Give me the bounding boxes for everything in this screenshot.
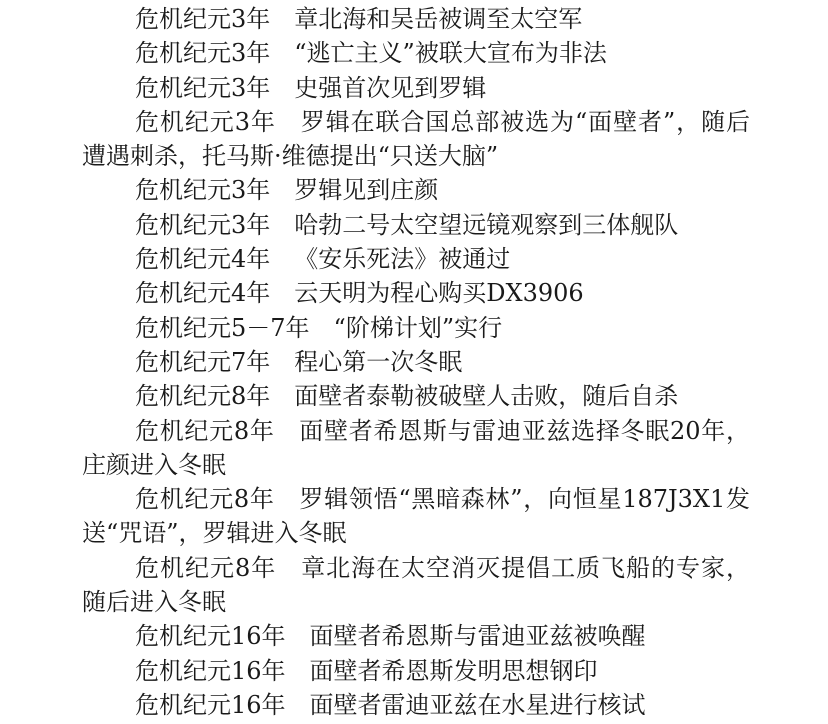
era-label: 危机纪元3年	[135, 210, 271, 239]
era-label: 危机纪元7年	[135, 347, 271, 376]
timeline-entry	[82, 414, 750, 483]
event-text: “逃亡主义”被联大宣布为非法	[294, 39, 607, 68]
timeline-entry	[82, 379, 750, 413]
era-label: 危机纪元16年	[135, 622, 286, 651]
era-label: 危机纪元3年	[135, 39, 271, 68]
event-text: 罗辑在联合国总部被选为“面壁者”，随后遭遇刺杀，托马斯·维德提出“只送大脑”	[82, 107, 750, 171]
era-label: 危机纪元8年	[135, 553, 277, 582]
event-text: “阶梯计划”实行	[333, 313, 503, 342]
timeline-entry	[82, 311, 750, 345]
timeline-entry	[82, 619, 750, 653]
event-text: 史强首次见到罗辑	[294, 73, 487, 102]
document-page	[82, 0, 750, 724]
era-label: 危机纪元3年	[135, 73, 271, 102]
event-text: 章北海和吴岳被调至太空军	[294, 5, 583, 33]
era-label: 危机纪元8年	[135, 485, 275, 514]
event-text: 程心第一次冬眠	[294, 347, 463, 376]
timeline-entry	[82, 688, 750, 722]
era-label: 危机纪元3年	[135, 107, 276, 136]
timeline-entry	[82, 276, 750, 310]
era-label: 危机纪元4年	[135, 245, 271, 274]
event-text: 罗辑领悟“黑暗森林”，向恒星187J3X1发送“咒语”，罗辑进入冬眠	[82, 485, 750, 548]
event-text: 面壁者泰勒被破壁人击败，随后自杀	[294, 382, 679, 411]
timeline-entry	[82, 2, 750, 36]
event-text: 章北海在太空消灭提倡工质飞船的专家，随后进入冬眠	[82, 553, 750, 617]
timeline-entry	[82, 482, 750, 551]
timeline-entry	[82, 105, 750, 174]
era-label: 危机纪元3年	[135, 5, 271, 33]
event-text: 哈勃二号太空望远镜观察到三体舰队	[294, 210, 679, 239]
era-label: 危机纪元3年	[135, 176, 271, 205]
event-text: 面壁者雷迪亚兹在水星进行核试	[309, 690, 646, 719]
event-text: 面壁者希恩斯与雷迪亚兹被唤醒	[309, 622, 646, 651]
event-text: 面壁者希恩斯与雷迪亚兹选择冬眠20年，庄颜进入冬眠	[82, 416, 750, 479]
timeline-entry	[82, 242, 750, 276]
timeline-entry	[82, 551, 750, 620]
era-label: 危机纪元8年	[135, 382, 271, 411]
timeline-entry	[82, 654, 750, 688]
era-label: 危机纪元5－7年	[135, 313, 310, 342]
timeline-entry	[82, 71, 750, 105]
timeline-entry	[82, 345, 750, 379]
era-label: 危机纪元8年	[135, 416, 275, 445]
event-text: 面壁者希恩斯发明思想钢印	[309, 656, 598, 685]
event-text: 云天明为程心购买DX3906	[294, 279, 584, 308]
event-text: 罗辑见到庄颜	[294, 176, 439, 205]
era-label: 危机纪元16年	[135, 690, 286, 719]
event-text: 《安乐死法》被通过	[294, 245, 511, 274]
timeline-entry	[82, 173, 750, 207]
era-label: 危机纪元16年	[135, 656, 286, 685]
timeline-entry	[82, 36, 750, 70]
era-label: 危机纪元4年	[135, 279, 271, 308]
timeline-entry	[82, 208, 750, 242]
